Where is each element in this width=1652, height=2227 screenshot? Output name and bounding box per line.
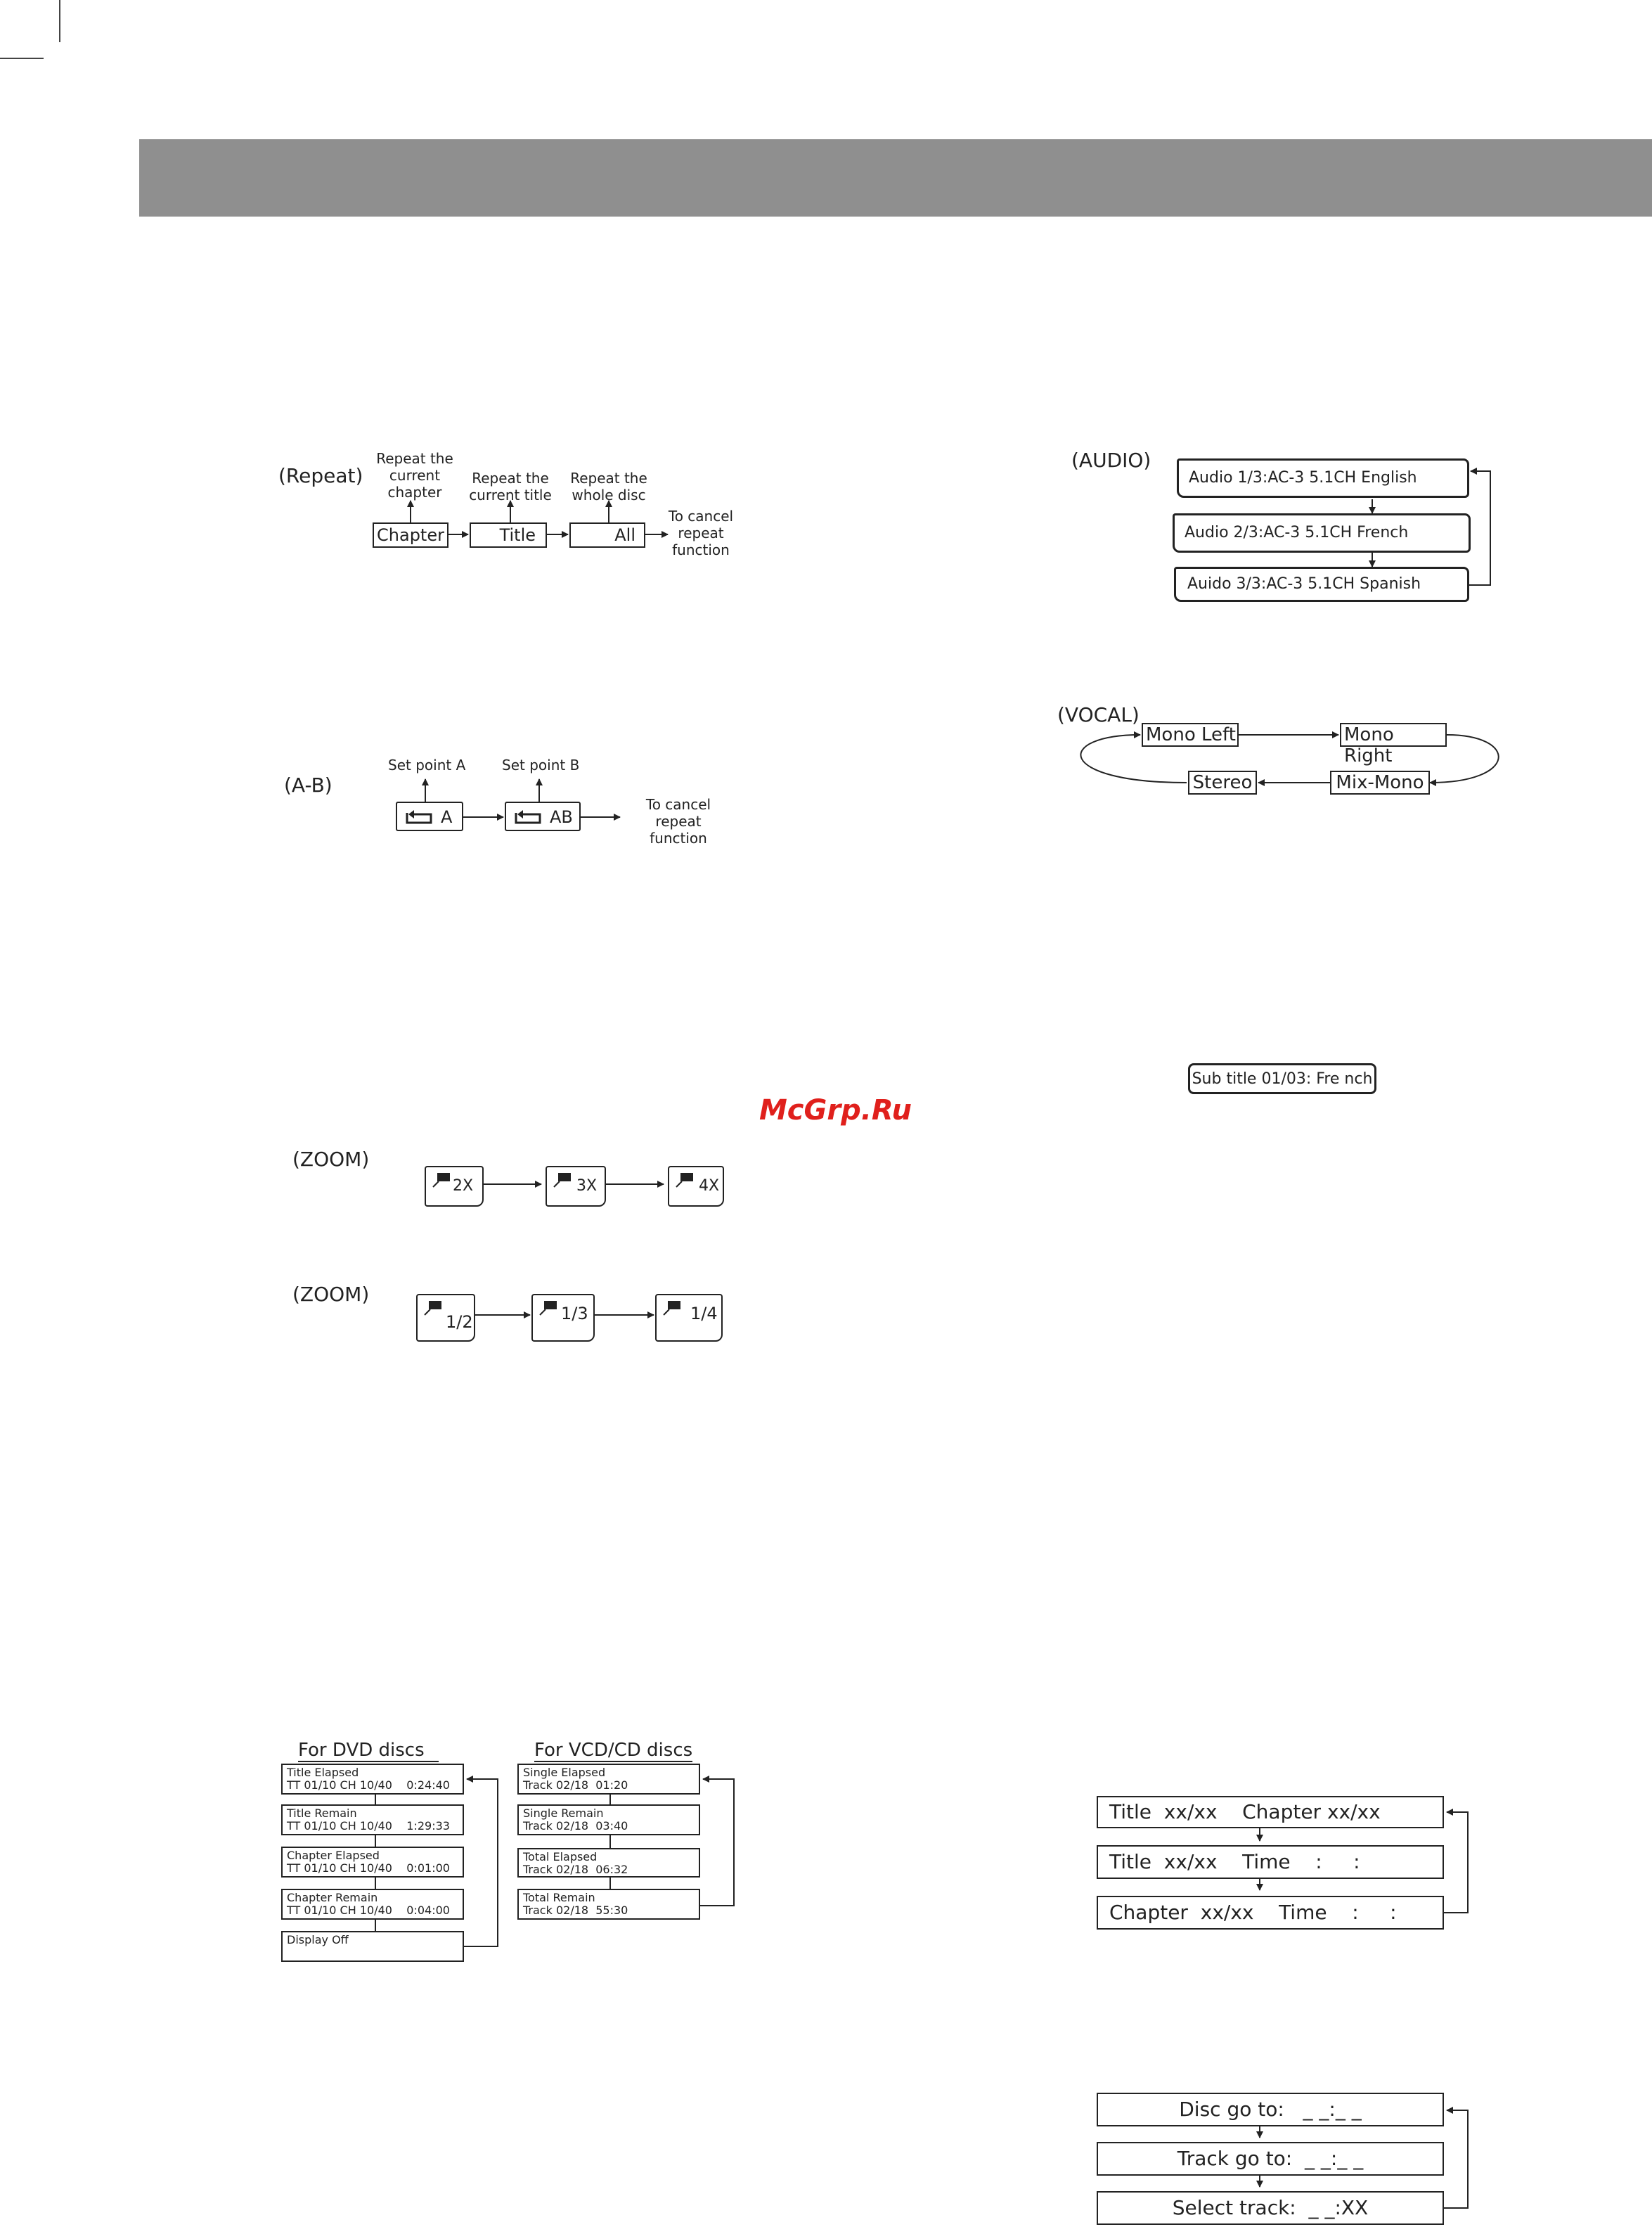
vcd-item-2 <box>517 1804 700 1835</box>
zoom-2x-label: 2X <box>453 1177 474 1195</box>
dvd-item-2-title: Title Remain <box>287 1806 357 1820</box>
search-cd-item-1: Disc go to: _ _:_ _ <box>1097 2093 1444 2126</box>
ab-note-b: Set point B <box>502 757 580 774</box>
dvd-item-1-title: Title Elapsed <box>287 1766 359 1779</box>
ab-box-a-label: A <box>441 807 453 827</box>
search-dvd-loop <box>1444 1812 1468 1913</box>
audio-item-2: Audio 2/3:AC-3 5.1CH French <box>1173 513 1471 553</box>
zoom-box-4x <box>668 1166 724 1207</box>
zoom-box-3x <box>546 1166 606 1207</box>
dvd-item-2-value: TT 01/10 CH 10/40 1:29:33 <box>287 1819 450 1833</box>
watermark: McGrp.Ru <box>759 1094 912 1127</box>
zoom-box-quarter <box>655 1294 723 1342</box>
dvd-item-5 <box>281 1931 464 1962</box>
audio-loop <box>1469 471 1490 585</box>
repeat-box-all: All <box>569 522 645 548</box>
repeat-label: (Repeat) <box>278 464 363 487</box>
search-cd-loop <box>1444 2110 1468 2208</box>
vcd-item-2-value: Track 02/18 03:40 <box>523 1819 628 1833</box>
dvd-item-3-value: TT 01/10 CH 10/40 0:01:00 <box>287 1861 450 1875</box>
vocal-label: (VOCAL) <box>1057 703 1140 726</box>
zoom-out-label: (ZOOM) <box>292 1283 370 1306</box>
dvd-item-2 <box>281 1804 464 1835</box>
vocal-stereo: Stereo <box>1188 771 1257 795</box>
zoom-quarter-label: 1/4 <box>690 1304 718 1323</box>
zoom-in-label: (ZOOM) <box>292 1148 370 1171</box>
search-dvd-item-2: Title xx/xx Time : : <box>1097 1845 1444 1879</box>
vcd-item-3 <box>517 1848 700 1878</box>
ab-box-ab-label: AB <box>550 807 573 827</box>
vocal-mono-left: Mono Left <box>1142 723 1239 747</box>
dvd-item-1-value: TT 01/10 CH 10/40 0:24:40 <box>287 1778 450 1792</box>
search-cd-item-2: Track go to: _ _:_ _ <box>1097 2142 1444 2176</box>
repeat-box-chapter: Chapter <box>373 522 449 548</box>
ab-box-a <box>396 802 463 831</box>
dvd-item-5-title: Display Off <box>287 1933 349 1946</box>
dvd-display-heading: For DVD discs <box>298 1740 439 1762</box>
vcd-item-3-value: Track 02/18 06:32 <box>523 1863 628 1876</box>
zoom-4x-label: 4X <box>699 1177 720 1195</box>
dvd-item-4-value: TT 01/10 CH 10/40 0:04:00 <box>287 1904 450 1917</box>
search-cd-item-3: Select track: _ _:XX <box>1097 2191 1444 2225</box>
vcd-item-1 <box>517 1764 700 1795</box>
zoom-icon <box>675 1172 695 1188</box>
dvd-item-1 <box>281 1764 464 1795</box>
ab-note-cancel: To cancel repeat function <box>645 796 711 847</box>
dvd-item-3 <box>281 1847 464 1878</box>
zoom-half-label: 1/2 <box>446 1312 473 1332</box>
dvd-loop <box>464 1779 498 1946</box>
dvd-item-4 <box>281 1889 464 1920</box>
vocal-mono-right: Mono Right <box>1340 723 1447 747</box>
zoom-3x-label: 3X <box>576 1177 598 1195</box>
vcd-display-heading: For VCD/CD discs <box>534 1740 693 1761</box>
audio-item-3: Auido 3/3:AC-3 5.1CH Spanish <box>1174 567 1469 602</box>
repeat-icon <box>513 809 543 826</box>
zoom-icon <box>432 1172 451 1188</box>
dvd-item-3-title: Chapter Elapsed <box>287 1849 380 1862</box>
search-dvd-item-1: Title xx/xx Chapter xx/xx <box>1097 1796 1444 1828</box>
ab-label: (A-B) <box>284 774 333 797</box>
zoom-icon <box>538 1299 558 1316</box>
vcd-item-2-title: Single Remain <box>523 1806 604 1820</box>
zoom-third-label: 1/3 <box>561 1304 588 1323</box>
repeat-icon <box>404 809 434 826</box>
vocal-mix-mono: Mix-Mono <box>1330 771 1430 795</box>
vcd-item-4-value: Track 02/18 55:30 <box>523 1904 628 1917</box>
zoom-box-2x <box>425 1166 484 1207</box>
vcd-loop <box>700 1779 734 1906</box>
subtitle-display: Sub title 01/03: Fre nch <box>1188 1063 1376 1094</box>
ab-box-ab <box>505 802 581 831</box>
audio-label: (AUDIO) <box>1071 449 1151 472</box>
vcd-item-3-title: Total Elapsed <box>523 1850 598 1863</box>
repeat-note-chapter: Repeat the current chapter <box>376 450 453 501</box>
audio-item-1: Audio 1/3:AC-3 5.1CH English <box>1177 458 1469 498</box>
repeat-note-title: Repeat the current title <box>469 470 552 503</box>
repeat-box-title: Title <box>470 522 547 548</box>
zoom-icon <box>423 1299 443 1316</box>
repeat-note-disc: Repeat the whole disc <box>570 470 647 503</box>
dvd-item-4-title: Chapter Remain <box>287 1891 378 1904</box>
zoom-icon <box>662 1299 682 1316</box>
ab-note-a: Set point A <box>388 757 466 774</box>
zoom-icon <box>553 1172 572 1188</box>
vcd-item-4 <box>517 1889 700 1920</box>
vcd-item-4-title: Total Remain <box>523 1891 595 1904</box>
vcd-item-1-title: Single Elapsed <box>523 1766 606 1779</box>
search-dvd-item-3: Chapter xx/xx Time : : <box>1097 1896 1444 1930</box>
zoom-box-third <box>531 1294 595 1342</box>
vcd-item-1-value: Track 02/18 01:20 <box>523 1778 628 1792</box>
repeat-note-cancel: To cancel repeat function <box>668 508 734 558</box>
zoom-box-half <box>416 1294 475 1342</box>
